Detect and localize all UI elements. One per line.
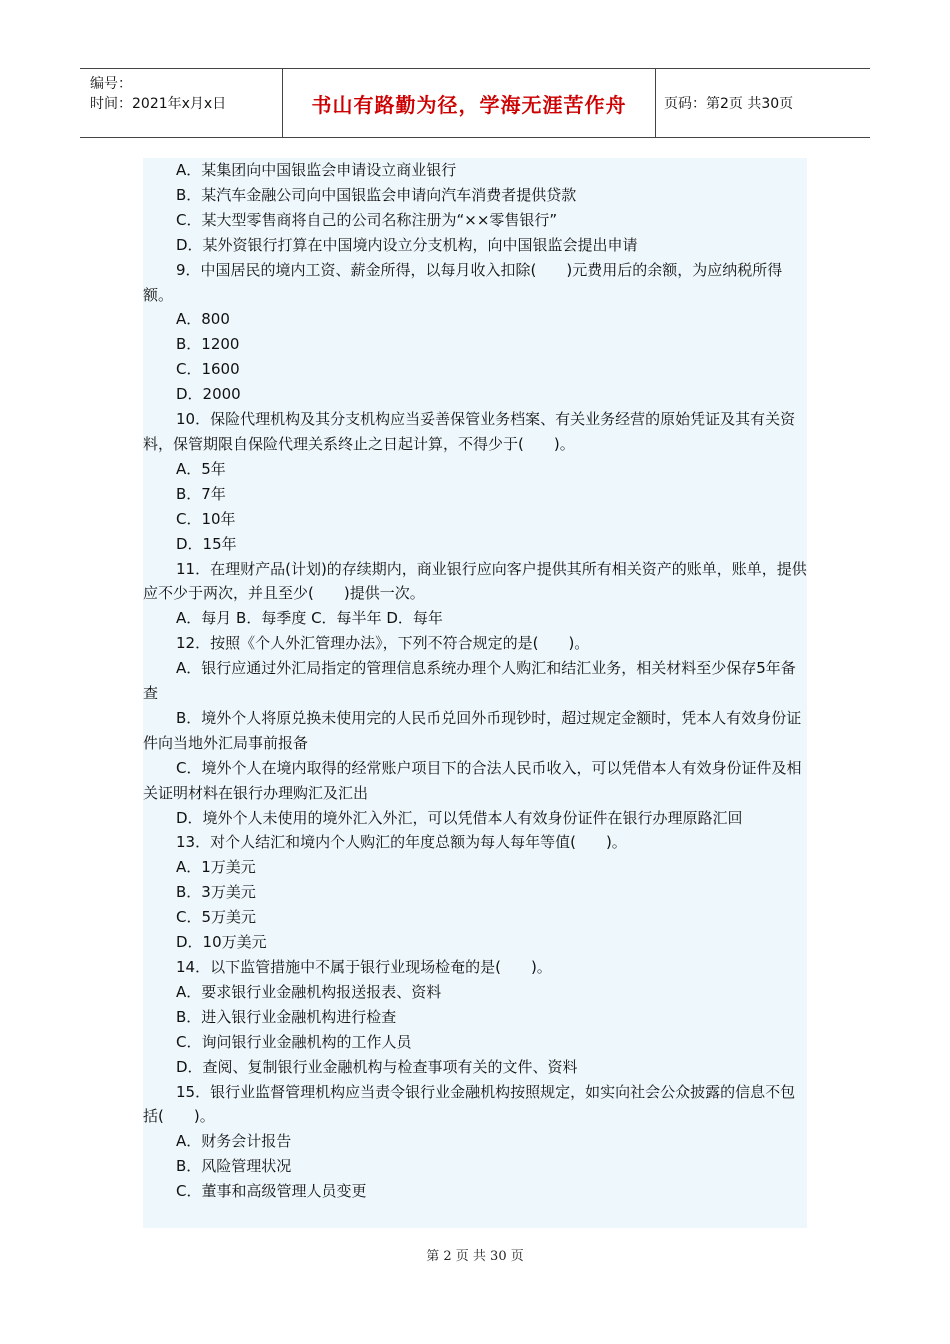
question-content <box>143 158 807 1228</box>
question-12: 12．按照《个人外汇管理办法》，下列不符合规定的是( )。 <box>176 634 590 653</box>
text-line: A．某集团向中国银监会申请设立商业银行 <box>176 161 457 179</box>
text-line: C．境外个人在境内取得的经常账户项目下的合法人民币收入，可以凭借本人有效身份证件及相关证明材料在银行办理购汇及汇出 <box>143 758 802 802</box>
header-meta <box>80 69 282 137</box>
text-line: D．境外个人未使用的境外汇入外汇，可以凭借本人有效身份证件在银行办理原路汇回 <box>176 808 743 827</box>
text-line: A．银行应通过外汇局指定的管理信息系统办理个人购汇和结汇业务，相关材料至少保存5年备查 <box>143 659 796 703</box>
question-14: 14．以下监管措施中不属于银行业现场检奄的是( )。 <box>176 958 552 976</box>
header-page-cell <box>654 69 870 137</box>
text-line: B．某汽车金融公司向中国银监会申请向汽车消费者提供贷款 <box>176 185 577 204</box>
text-line: A．800 <box>176 310 230 329</box>
text-line: D．15年 <box>176 534 237 553</box>
question-10: 10．保险代理机构及其分支机构应当妥善保管业务档案、有关业务经营的原始凭证及其有关资料，保管期限自保险代理关系终止之日起计算，不得少于( )。 <box>143 410 796 453</box>
text-line: C．某大型零售商将自己的公司名称注册为“××零售银行” <box>176 210 558 229</box>
text-line: B．1200 <box>176 335 240 354</box>
text-line: D．某外资银行打算在中国境内设立分支机构，向中国银监会提出申请 <box>176 235 638 254</box>
text-line: D．查阅、复制银行业金融机构与检查事项有关的文件、资料 <box>176 1057 578 1076</box>
text-line: C．10年 <box>176 509 236 528</box>
question-11: 11．在理财产品(计划)的存续期内，商业银行应向客户提供其所有相关资产的账单，账单，提供应不少于两次，并且至少( )提供一次。 <box>143 559 807 603</box>
page-header <box>80 68 870 138</box>
text-line: A．每月 B．每季度 C．每半年 D．每年 <box>176 609 443 628</box>
text-line: C．5万美元 <box>176 908 257 927</box>
text-line: A．财务会计报告 <box>176 1132 292 1151</box>
motto: 书山有路勤为径，学海无涯苦作舟 <box>311 92 627 117</box>
text-line: A．要求银行业金融机构报送报表、资料 <box>176 982 442 1001</box>
question-15: 15．银行业监督管理机构应当责令银行业金融机构按照规定，如实向社会公众披露的信息不包括( )。 <box>143 1082 796 1126</box>
text-line: A．1万美元 <box>176 858 256 877</box>
text-line: D．2000 <box>176 385 241 404</box>
text-line: B．风险管理状况 <box>176 1157 292 1176</box>
question-13: 13．对个人结汇和境内个人购汇的年度总额为每人每年等值( )。 <box>176 833 627 852</box>
text-line: C．询问银行业金融机构的工作人员 <box>176 1032 412 1051</box>
text-line: B．进入银行业金融机构进行检查 <box>176 1007 397 1026</box>
page-info: 页码：第2页 共30页 <box>664 96 794 112</box>
text-line: C．1600 <box>176 360 240 379</box>
text-line: B．7年 <box>176 484 226 503</box>
header-motto-cell <box>282 69 656 137</box>
text-line: C．董事和高级管理人员变更 <box>176 1182 367 1201</box>
text-line: B．3万美元 <box>176 883 256 902</box>
text-line: A．5年 <box>176 459 226 478</box>
text-line: D．10万美元 <box>176 933 267 952</box>
page-footer: 第 2 页 共 30 页 <box>426 1249 524 1264</box>
time-label: 时间：2021年x月x日 <box>90 96 227 112</box>
text-line: B．境外个人将原兑换未使用完的人民币兑回外币现钞时，超过规定金额时，凭本人有效身份证件向当地外汇局事前报备 <box>143 708 802 752</box>
question-9: 9．中国居民的境内工资、薪金所得，以每月收入扣除( )元费用后的余额，为应纳税所得额。 <box>143 260 783 304</box>
code-label: 编号： <box>90 76 132 92</box>
